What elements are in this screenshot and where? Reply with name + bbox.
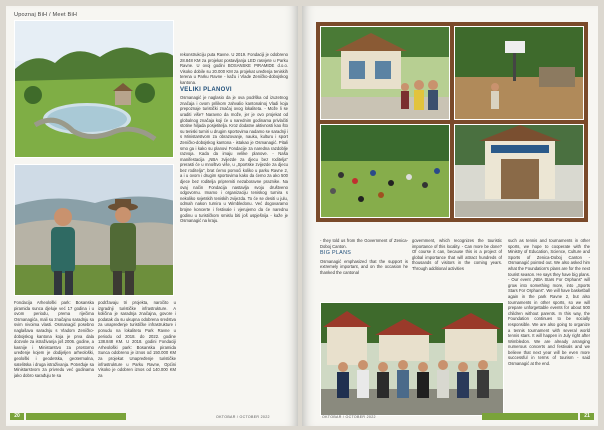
paragraph: government, which recognizes the touristic importance of this locality. - Can more be done? Of course it can, because this is a project of global importance that will attract hundreds of thousands of visitors in the coming years. Through additional activities (412, 238, 502, 271)
text-column-1 (14, 300, 94, 412)
park-illustration (15, 21, 174, 158)
section-header: Upoznaj BiH / Meet BiH (14, 12, 78, 18)
right-page (302, 6, 598, 426)
park-photo (14, 20, 174, 158)
footer-date: OKTOBAR / OCTOBER 2022 (216, 415, 270, 419)
paragraph: Fondacija Arheološki park: Bosanska piramida sunca djeluje već 17 godina i u ovom periodu, prema riječima Osmanagića, mali su značajnu saradnju sa svim nivoima vlasti. Osmanagić posebno naglašava saradnju s Vladom Zeničko-dobojskog kantona koja je prva dala dozvole za istraživanja još 2006. godine, a kasnije i Ministarstvo za prostorno uređenje kojem je dodijeljen arheološki, geološki i geodetska, geotermalna, satelitska i druga istraživanja. Potvrđuje sa Ministarstvom za privredu već godinama jako dobro sarađuju te sa (14, 300, 94, 378)
group-photo (320, 302, 504, 416)
crowd-illustration (321, 125, 450, 218)
gate-illustration (455, 125, 584, 218)
pavilion-photo (320, 26, 450, 120)
section-heading: VELIKI PLANOVI (180, 86, 232, 93)
paragraph: - they told us from the Government of Zenica-Doboj Canton. (320, 238, 408, 249)
page-number: 21 (580, 413, 594, 420)
text-column-2 (412, 238, 502, 298)
footer-bar (482, 413, 578, 420)
paragraph: rekonstrukciju puta Ravne. U 2019. Fondaciji je odobreno 28.848 KM za projekat postavljanja LED rasvjete u Parku Ravne. U ovoj godini BOSANSKE PIRAMIDE d.o.o. Visoko dobile su 20.000 KM za projekat uređenja teniskih terena u Parku Ravne - kažu i Vlade Zeničko-dobojskog kantona. (180, 52, 288, 85)
text-column-2 (98, 300, 176, 412)
footer-bar (26, 413, 126, 420)
court-illustration (455, 27, 584, 120)
left-page (6, 6, 298, 426)
paragraph: Osmanagić emphasized that the support is extremely important, and on the occasion he thanked the cantonal (320, 258, 408, 275)
text-column-3 (508, 238, 590, 414)
people-illustration (15, 165, 174, 296)
people-photo (14, 164, 174, 296)
crowd-lawn-photo (320, 124, 450, 218)
pavilion-illustration (321, 27, 450, 120)
basketball-court-photo (454, 26, 584, 120)
text-column-3 (180, 52, 288, 402)
group-illustration (321, 303, 504, 416)
paragraph: such as tennis and tournaments in other sports, we hope to cooperate with the Ministry of Education, Science, Culture and Sports of Zenica-Doboj Canton - Osmanagić pointed out. We also asked him what the Foundation's plans are for the next tourist season. He says they have big plans. - Our event „NBA Stars For Orphans" will grow into something more, into „Sports Stars For Orphans". We will have basketball again in the park Ravne 2, but also tournaments in other sports, so we will prepare unforgettable events for about 500 children without parents. In this way, the Foundation continues to be socially responsible. We are also going to organize a tennis tournament with several world tennis stars. It will happen in July right after Wimbledon. We are already arranging numerous concerts and festivals and we believe that next year will be even more successful in terms of tourism - said Osmanagić at the end. (508, 238, 590, 367)
text-column-1 (320, 238, 408, 298)
park-gate-photo (454, 124, 584, 218)
page-number: 20 (10, 413, 24, 420)
paragraph: Osmanagić je naglasio da je ova podrška od izuzetnog značaja i ovom prilikom zahvalio kantonalnoj Vladi koja prepoznaje turistički značaj ovog lokaliteta. - Može li se uraditi više? Naravno da može, jer je ovo projekat od globalnog značaja koji će u narednim godinama privlačiti stotine hiljada posjetitelja. Kroz dodatne aktivnosti kao što su teniski turniri u drugim sportovima nadamo se saradnji i s Ministarstvom za obrazovanje, nauku, kulturu i sport Zeničko-dobojskog kantona - istakao je Osmanagić. Pitali smo ga i kako su planovi Fondacije za naredna razdoblje razvoja. Kada da imaju velike planove. - Naša manifestacija „NBA zvijezde za djecu bez roditelja" prerasti će u mnoštvo više, u „Sportske zvijezde za djecu bez roditelja", brat ćemo pomoći koliko u parku Ravne 2, a i u ovom i drugim sportovima kako da ćemo za ako 500 djece bez roditelja pripremiti nezaboravne praznike. Na ovaj način Fondacija nastavlja svoju društveno odgovornu. Imamo i organizaciju teniskog turnira s nekoliko svjetskih teniskih zvijezda. To će se desiti u julu, odmah nakon turnira u Wimbledonu. Već dogovaramo brojne koncerte i festivale i vjerujemo da će narednu godinu u turističkom smislu biti još uspješnija - kaže je Osmanagić na kraju. (180, 95, 288, 224)
footer-date: OKTOBAR / OCTOBER 2022 (322, 415, 376, 419)
section-heading: BIG PLANS (320, 250, 352, 257)
paragraph: podržavaju tri projekta, naročito u izgradnji turističke infrastrukture. A količina je saradnja značajna, govore i podatak da su ukupna odobrena sredstva za unapređenje turističke infrastrukture i ponudu na lokalitetu Park Ravne u periodu od 2018. do 2022. godine 138.848 KM. U 2018. godini Fondaciji Arheološki park: Bosanska piramida Sunca odobreno je iznos od 150.000 KM za projekat Unapređenje turističke infrastrukture u Parku Ravne, Općini Visoko je odobren iznos od 140.000 KM za (98, 300, 176, 378)
